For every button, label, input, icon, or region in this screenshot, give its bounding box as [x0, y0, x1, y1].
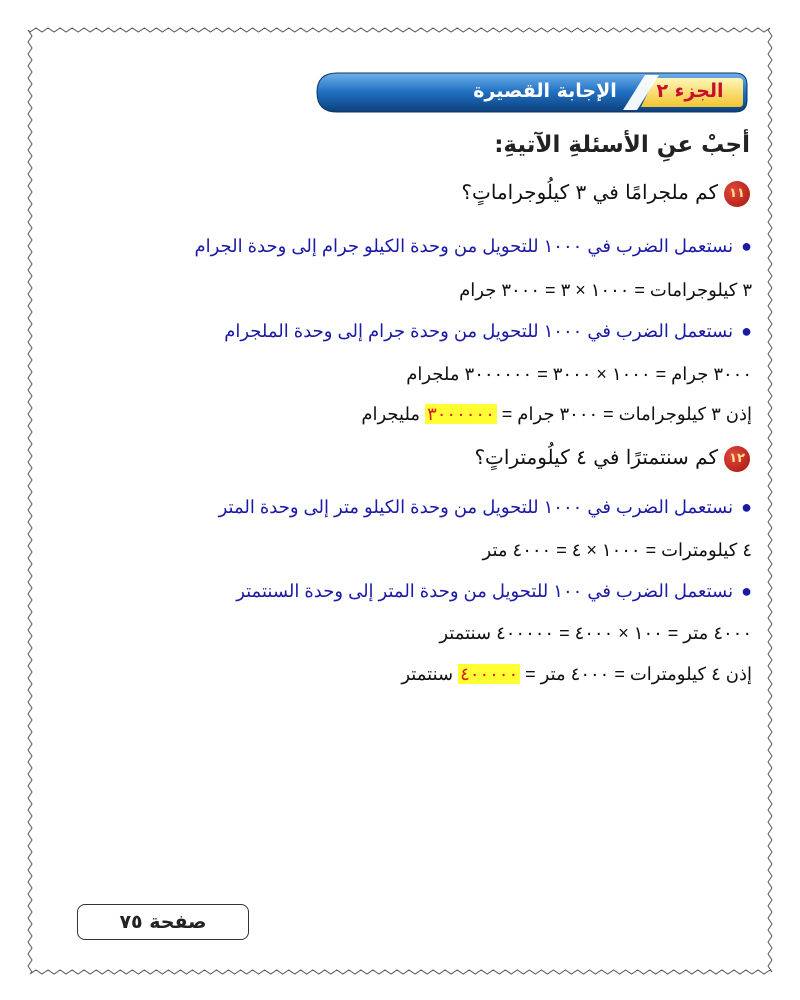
- bullet-icon: ●: [741, 581, 752, 601]
- bullet-icon: ●: [741, 497, 752, 517]
- calculation-line: ٣٠٠٠ جرام = ١٠٠٠ × ٣٠٠٠ = ٣٠٠٠٠٠٠ ملجرام: [406, 364, 752, 384]
- question-number-badge: ١١: [724, 181, 750, 207]
- explanation-text: نستعمل الضرب في ١٠٠٠ للتحويل من وحدة الكيلو متر إلى وحدة المتر: [218, 497, 734, 517]
- part-label: الجزء ٢: [656, 80, 724, 102]
- explanation-line: [40, 497, 772, 518]
- explanation-text: نستعمل الضرب في ١٠٠٠ للتحويل من وحدة جرام إلى وحدة الملجرام: [224, 321, 734, 341]
- conclusion-line: [40, 664, 752, 685]
- question-text: كم ملجرامًا في ٣ كيلُوجراماتٍ؟: [461, 180, 718, 204]
- answer-unit: مليجرام: [361, 404, 421, 424]
- calculation-line: ٤٠٠٠ متر = ١٠٠ × ٤٠٠٠ = ٤٠٠٠٠٠ سنتمتر: [439, 623, 752, 643]
- explanation-line: [40, 236, 772, 257]
- highlighted-answer: ٤٠٠٠٠٠: [460, 664, 519, 684]
- explanation-text: نستعمل الضرب في ١٠٠٠ للتحويل من وحدة الكيلو جرام إلى وحدة الجرام: [194, 236, 734, 256]
- question-12: [40, 445, 750, 472]
- explanation-line: [40, 581, 772, 602]
- calculation-line: ٤ كيلومترات = ١٠٠٠ × ٤ = ٤٠٠٠ متر: [482, 540, 752, 560]
- question-11: [40, 180, 750, 207]
- answer-unit: سنتمتر: [401, 664, 454, 684]
- bullet-icon: ●: [741, 236, 752, 256]
- explanation-text: نستعمل الضرب في ١٠٠ للتحويل من وحدة المتر إلى وحدة السنتمتر: [236, 581, 734, 601]
- bullet-icon: ●: [741, 321, 752, 341]
- calculation-line: ٣ كيلوجرامات = ١٠٠٠ × ٣ = ٣٠٠٠ جرام: [459, 280, 752, 300]
- section-header: [315, 71, 749, 114]
- page-number-box: [77, 904, 249, 940]
- conclusion-line: [40, 404, 752, 425]
- highlighted-answer: ٣٠٠٠٠٠٠: [427, 404, 495, 424]
- question-number-badge: ١٢: [724, 446, 750, 472]
- explanation-line: [40, 321, 772, 342]
- section-title: الإجابة القصيرة: [473, 80, 617, 102]
- page-number: صفحة ٧٥: [119, 911, 207, 933]
- question-text: كم سنتمترًا في ٤ كيلُومتراتٍ؟: [474, 445, 718, 469]
- instruction: أجبْ عنِ الأسئلةِ الآتيةِ:: [494, 132, 750, 158]
- conclusion-text: إذن ٣ كيلوجرامات = ٣٠٠٠ جرام =: [501, 404, 752, 424]
- conclusion-text: إذن ٤ كيلومترات = ٤٠٠٠ متر =: [525, 664, 752, 684]
